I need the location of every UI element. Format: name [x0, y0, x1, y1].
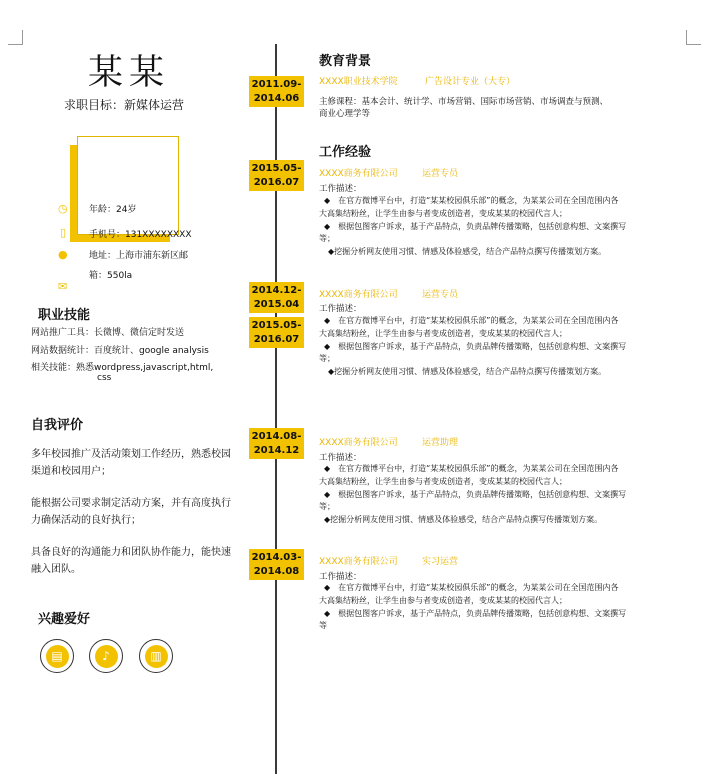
job-objective: 求职目标：新媒体运营	[64, 98, 185, 112]
page-corner-mark	[8, 30, 23, 45]
job-description: ◆ 在官方微博平台中，打造“某某校园俱乐部”的概念，为某某公司在全国范围内各 大高集结粉丝，让学生由参与者变成创造者，变成某某的校园代言人； ◆ 根据包图客户诉求，基于产品特点，负责品牌传播策略，包括创意构想、文案撰写 等； ◆挖掘分析网友使用习惯、情感及体验感受，结合产品特点撰写传播策划方案。	[319, 196, 627, 257]
guitar-icon: ♪	[89, 639, 123, 673]
job-desc-label: 工作描述：	[319, 184, 362, 194]
photo-placeholder	[77, 136, 179, 235]
skills-title: 职业技能	[38, 308, 91, 323]
email-text: 箱：550la	[89, 271, 133, 281]
job-role: 实习运营	[422, 557, 459, 567]
timeline-line	[275, 44, 277, 774]
skill-item: css	[97, 373, 112, 383]
job-desc-label: 工作描述：	[319, 453, 362, 463]
major-name: 广告设计专业（大专）	[425, 77, 516, 87]
page-corner-mark	[686, 30, 701, 45]
job-role: 运营助理	[422, 438, 459, 448]
job-company: XXXX商务有限公司	[319, 169, 398, 179]
phone-icon: ▯	[60, 226, 67, 239]
work-title: 工作经验	[319, 145, 372, 160]
education-title: 教育背景	[319, 54, 372, 69]
courses-line: 商业心理学等	[319, 109, 371, 119]
job-description: ◆ 在官方微博平台中，打造“某某校园俱乐部”的概念，为某某公司在全国范围内各 大高集结粉丝，让学生由参与者变成创造者，变成某某的校园代言人； ◆ 根据包图客户诉求，基于产品特点，负责品牌传播策略，包括创意构想、文案撰写 等； ◆挖掘分析网友使用习惯、情感及体验感受，结合产品特点撰写传播策划方案。	[319, 316, 627, 377]
location-pin-icon: ●	[58, 248, 68, 261]
skill-item: 相关技能：熟悉wordpress,javascript,html,	[31, 363, 214, 373]
job-company: XXXX商务有限公司	[319, 290, 398, 300]
job-date-badge: 2015.05- 2016.07	[249, 160, 304, 191]
self-eval-paragraph: 具备良好的沟通能力和团队协作能力，能快速融入团队。	[31, 547, 231, 575]
courses-line: 主修课程：基本会计、统计学、市场营销、国际市场营销、市场调查与预测、	[319, 97, 609, 107]
candidate-name: 某某	[88, 53, 171, 93]
clock-icon: ◷	[58, 202, 68, 215]
job-date-badge: 2014.12- 2015.04	[249, 282, 304, 313]
job-company: XXXX商务有限公司	[319, 557, 398, 567]
job-desc-label: 工作描述：	[319, 572, 362, 582]
mail-icon: ✉	[58, 280, 68, 293]
education-date-badge: 2011.09- 2014.06	[249, 76, 304, 107]
school-name: XXXX职业技术学院	[319, 77, 398, 87]
job-role: 运营专员	[422, 290, 459, 300]
job-date-badge: 2015.05- 2016.07	[249, 317, 304, 348]
job-description: ◆ 在官方微博平台中，打造“某某校园俱乐部”的概念，为某某公司在全国范围内各 大高集结粉丝，让学生由参与者变成创造者，变成某某的校园代言人； ◆ 根据包图客户诉求，基于产品特点，负责品牌传播策略，包括创意构想、文案撰写 等； ◆挖掘分析网友使用习惯、情感及体验感受，结合产品特点撰写传播策划方案。	[319, 464, 627, 525]
job-date-badge: 2014.03- 2014.08	[249, 549, 304, 580]
book-icon: ▤	[40, 639, 74, 673]
job-date-badge: 2014.08- 2014.12	[249, 428, 304, 459]
job-description: ◆ 在官方微博平台中，打造“某某校园俱乐部”的概念，为某某公司在全国范围内各 大高集结粉丝，让学生由参与者变成创造者，变成某某的校园代言人； ◆ 根据包图客户诉求，基于产品特点，负责品牌传播策略，包括创意构想、文案撰写 等	[319, 583, 627, 631]
skill-item: 网站数据统计：百度统计、google analysis	[31, 346, 209, 356]
job-desc-label: 工作描述：	[319, 304, 362, 314]
job-role: 运营专员	[422, 169, 459, 179]
self-eval-paragraph: 多年校园推广及活动策划工作经历，熟悉校园渠道和校园用户；	[31, 449, 231, 477]
piano-icon: ▥	[139, 639, 173, 673]
self-eval-title: 自我评价	[31, 418, 84, 433]
job-company: XXXX商务有限公司	[319, 438, 398, 448]
phone-text: 手机号：131XXXXXXXX	[89, 230, 192, 240]
skill-item: 网站推广工具：长微博、微信定时发送	[31, 328, 185, 338]
address-text: 地址：上海市浦东新区邮	[89, 251, 189, 261]
self-eval-paragraph: 能根据公司要求制定活动方案，并有高度执行力确保活动的良好执行；	[31, 498, 231, 526]
hobbies-title: 兴趣爱好	[38, 612, 91, 627]
age-text: 年龄：24岁	[89, 205, 137, 215]
